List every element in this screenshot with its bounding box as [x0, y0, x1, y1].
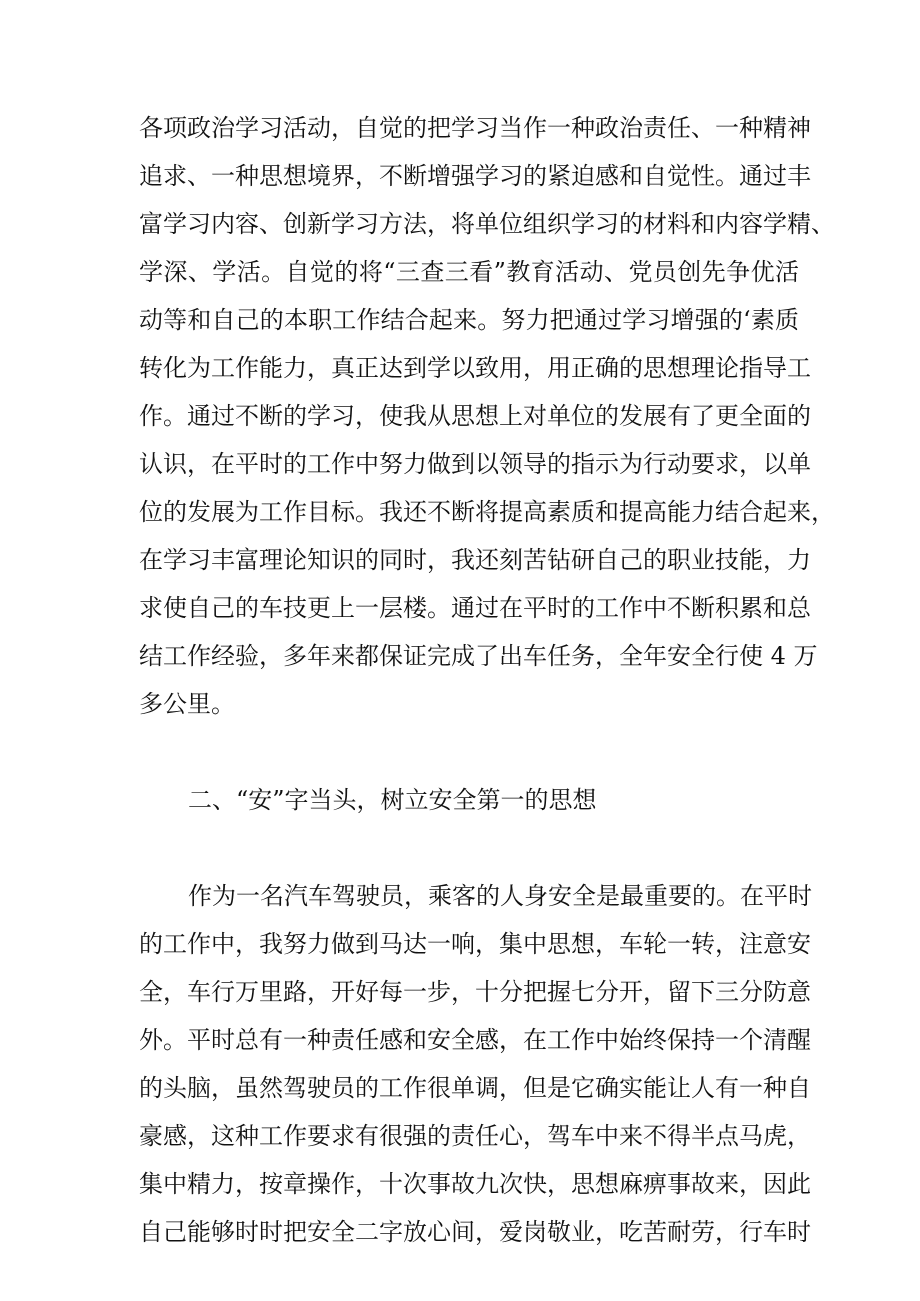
- paragraph-1-line-7: 作。通过不断的学习，使我从思想上对单位的发展有了更全面的: [139, 402, 811, 430]
- paragraph-2-line-7: 集中精力，按章操作，十次事故九次快，思想麻痹事故来，因此: [139, 1170, 811, 1198]
- paragraph-1-line-2: 追求、一种思想境界，不断增强学习的紧迫感和自觉性。通过丰: [139, 162, 811, 190]
- paragraph-1-line-6: 转化为工作能力，真正达到学以致用，用正确的思想理论指导工: [139, 354, 811, 382]
- paragraph-1-line-3: 富学习内容、创新学习方法，将单位组织学习的材料和内容学精、: [139, 210, 835, 238]
- paragraph-2-line-5: 的头脑，虽然驾驶员的工作很单调，但是它确实能让人有一种自: [139, 1074, 811, 1102]
- paragraph-1-line-10: 在学习丰富理论知识的同时，我还刻苦钻研自己的职业技能，力: [139, 546, 811, 574]
- paragraph-2-line-4: 外。平时总有一种责任感和安全感，在工作中始终保持一个清醒: [139, 1026, 811, 1054]
- paragraph-1-line-11: 求使自己的车技更上一层楼。通过在平时的工作中不断积累和总: [139, 594, 811, 622]
- paragraph-2-line-6: 豪感，这种工作要求有很强的责任心，驾车中来不得半点马虎，: [139, 1122, 811, 1150]
- paragraph-2-line-3: 全，车行万里路，开好每一步，十分把握七分开，留下三分防意: [139, 978, 811, 1006]
- paragraph-1-line-8: 认识，在平时的工作中努力做到以领导的指示为行动要求，以单: [139, 450, 811, 478]
- paragraph-1-line-13: 多公里。: [139, 690, 235, 718]
- paragraph-1-line-12: 结工作经验，多年来都保证完成了出车任务，全年安全行使 4 万: [139, 642, 818, 670]
- paragraph-1-line-4: 学深、学活。自觉的将“三查三看”教育活动、党员创先争优活: [139, 258, 799, 286]
- paragraph-2-line-1: 作为一名汽车驾驶员，乘客的人身安全是最重要的。在平时: [188, 882, 812, 910]
- paragraph-1-line-5: 动等和自己的本职工作结合起来。努力把通过学习增强的‘素质: [139, 306, 799, 334]
- paragraph-2-line-8: 自己能够时时把安全二字放心间，爱岗敬业，吃苦耐劳，行车时: [139, 1218, 811, 1246]
- paragraph-1-line-1: 各项政治学习活动，自觉的把学习当作一种政治责任、一种精神: [139, 114, 811, 142]
- paragraph-1-line-9: 位的发展为工作目标。我还不断将提高素质和提高能力结合起来，: [139, 498, 835, 526]
- paragraph-2-line-2: 的工作中，我努力做到马达一响，集中思想，车轮一转，注意安: [139, 930, 811, 958]
- section-heading: 二、“安”字当头，树立安全第一的思想: [188, 786, 597, 814]
